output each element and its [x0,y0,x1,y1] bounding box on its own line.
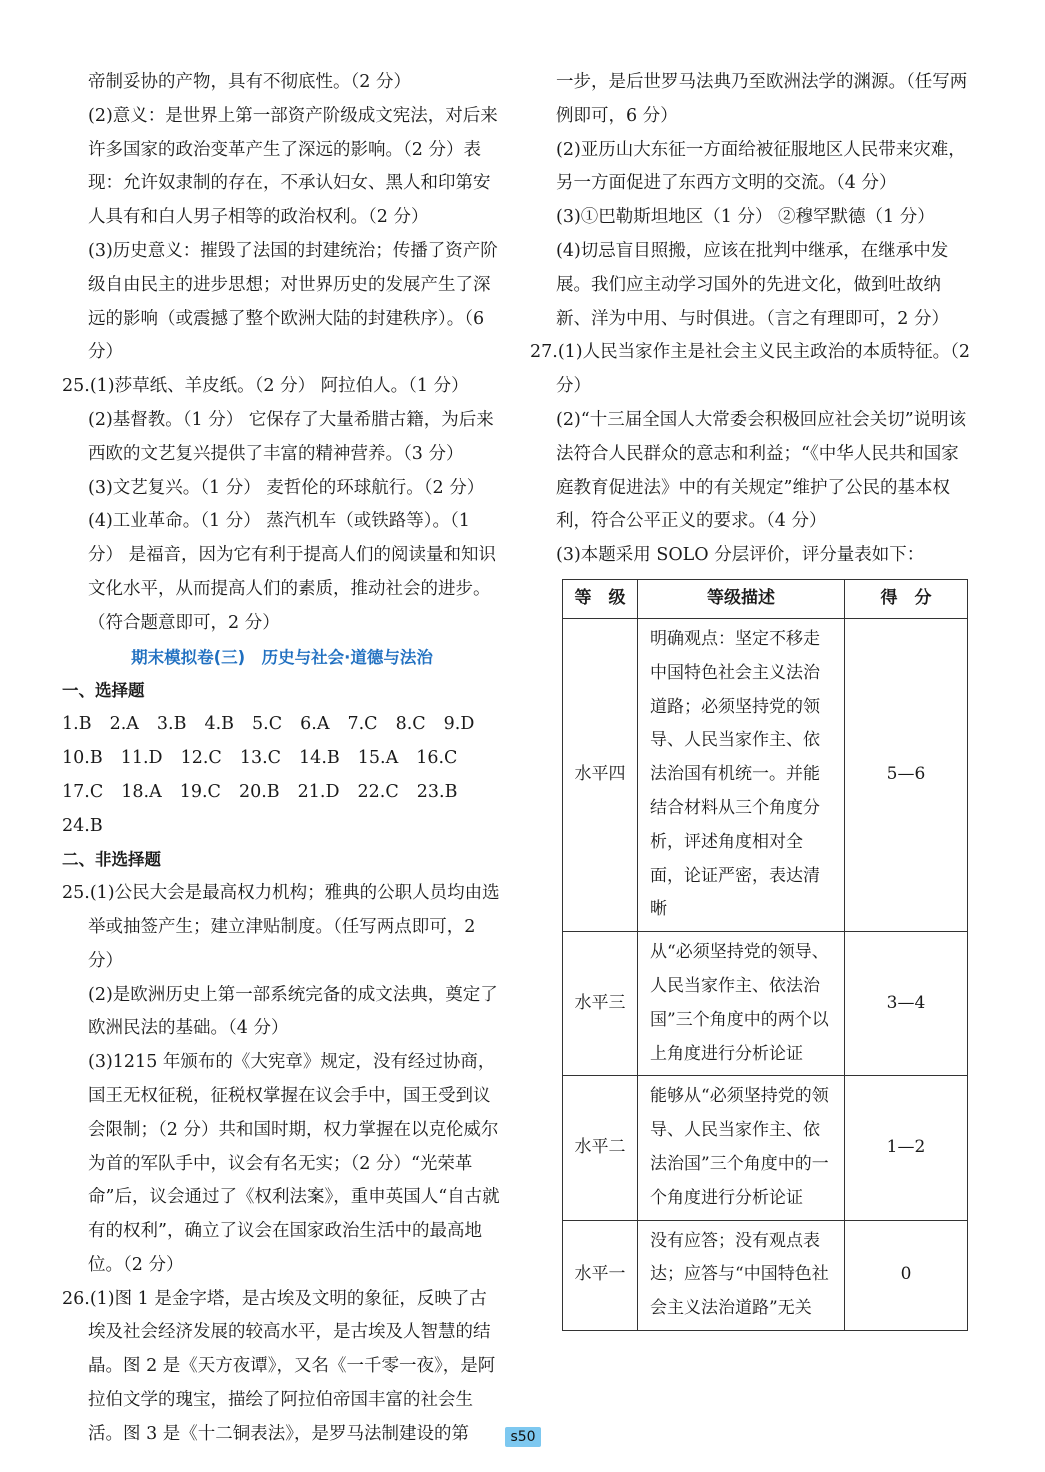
answer-item: 22.C [357,781,399,802]
paragraph: 25.(1)公民大会是最高权力机构；雅典的公职人员均由选举或抽签产生；建立津贴制度。（任写两点即可，2 分） [62,883,500,971]
answer-item: 16.C [416,747,458,768]
answer-item: 18.A [121,781,162,802]
score-cell: 3—4 [845,932,968,1076]
right-column [530,66,975,1331]
answer-item: 6.A [300,714,330,735]
level-cell: 水平一 [563,1220,638,1330]
answer-item: 12.C [180,747,222,768]
left-column [62,66,502,1452]
answer-row [62,776,502,810]
scoring-table [562,579,968,1331]
answer-item: 11.D [120,747,163,768]
answer-item: 9.D [443,714,475,735]
answer-item: 10.B [62,747,103,768]
paragraph: 26.(1)图 1 是金字塔，是古埃及文明的象征，反映了古埃及社会经济发展的较高水平，是古埃及人智慧的结晶。图 2 是《天方夜谭》，又名《一千零一夜》，是阿拉伯文学的瑰宝，描绘了阿拉伯帝国丰富的社会生活。图 3 是《十二铜表法》，是罗马法制建设的第 [62,1288,496,1444]
paragraph: (3)历史意义：摧毁了法国的封建统治；传播了资产阶级自由民主的进步思想；对世界历史的发展产生了深远的影响（或震撼了整个欧洲大陆的封建秩序）。（6 分） [88,240,498,363]
description-cell: 明确观点：坚定不移走中国特色社会主义法治道路；必须坚持党的领导、人民当家作主、依法治国有机统一。并能结合材料从三个角度分析，评述角度相对全面，论证严密，表达清晰 [638,618,845,931]
table-row [563,1076,968,1220]
answer-item: 3.B [156,714,187,735]
paragraph: (2)意义：是世界上第一部资产阶级成文宪法，对后来许多国家的政治变革产生了深远的影响。（2 分）表现：允许奴隶制的存在，不承认妇女、黑人和印第安人具有和白人男子相等的政治权利。（2 分） [88,105,498,228]
right-paragraphs [530,66,975,573]
answer-item: 2.A [109,714,139,735]
answer-item: 4.B [204,714,235,735]
answer-item: 8.C [395,714,426,735]
answer-item: 19.C [179,781,221,802]
table-row [563,1220,968,1330]
paragraph: (3)①巴勒斯坦地区（1 分） ②穆罕默德（1 分） [556,207,935,228]
answer-item: 13.C [239,747,282,768]
answer-row [62,708,502,742]
header-level: 等 级 [563,579,638,618]
answer-item: 5.C [252,714,283,735]
score-cell: 5—6 [845,618,968,931]
paragraph: (2)是欧洲历史上第一部系统完备的成文法典，奠定了欧洲民法的基础。（4 分） [88,984,498,1039]
table-row [563,932,968,1076]
section-heading: 二、非选择题 [62,850,161,870]
paragraph: (4)切忌盲目照搬，应该在批判中继承，在继承中发展。我们应主动学习国外的先进文化，做到吐故纳新、洋为中用、与时俱进。（言之有理即可，2 分） [556,240,949,329]
description-cell: 没有应答；没有观点表达；应答与“中国特色社会主义法治道路”无关 [638,1220,845,1330]
answer-item: 7.C [347,714,378,735]
paragraph: 一步，是后世罗马法典乃至欧洲法学的渊源。（任写两例即可，6 分） [556,72,968,126]
level-cell: 水平四 [563,618,638,931]
answer-item: 21.D [297,781,340,802]
answer-item: 20.B [238,781,280,802]
answer-item: 23.B [416,781,458,802]
description-cell: 从“必须坚持党的领导、人民当家作主、依法治国”三个角度中的两个以上角度进行分析论证 [638,932,845,1076]
paragraph: (3)1215 年颁布的《大宪章》规定，没有经过协商，国王无权征税，征税权掌握在议会手中，国王受到议会限制；（2 分）共和国时期，权力掌握在以克伦威尔为首的军队手中，议会有名无实；（2 分）“光荣革命”后，议会通过了《权利法案》，重申英国人“自古就有的权利”，确立了议会在国家政治生活中的最高地位。（2 分） [88,1052,500,1275]
description-cell: 能够从“必须坚持党的领导、人民当家作主、依法治国”三个角度中的一个角度进行分析论证 [638,1076,845,1220]
paragraph: (3)文艺复兴。（1 分） 麦哲伦的环球航行。（2 分） [88,477,485,498]
answer-item: 15.A [357,747,399,768]
paragraph: (3)本题采用 SOLO 分层评价，评分量表如下： [556,545,925,566]
paragraph: (2)“十三届全国人大常委会积极回应社会关切”说明该法符合人民群众的意志和利益；“《中华人民共和国家庭教育促进法》中的有关规定”维护了公民的基本权利，符合公平正义的要求。（4 分） [556,409,967,532]
paragraph: (4)工业革命。（1 分） 蒸汽机车（或铁路等）。（1 分） 是福音，因为它有利于提高人们的阅读量和知识文化水平，从而提高人们的素质，推动社会的进步。（符合题意即可，2 分） [88,511,497,633]
section-heading: 一、选择题 [62,681,145,701]
answer-item: 14.B [299,747,340,768]
paragraph: 27.(1)人民当家作主是社会主义民主政治的本质特征。（2 分） [530,342,971,397]
page-number: s50 [505,1427,541,1447]
answer-item: 17.C [62,781,104,802]
answer-row [62,742,502,776]
answer-item: 24.B [62,815,103,836]
paragraph: (2)亚历山大东征一方面给被征服地区人民带来灾难，另一方面促进了东西方文明的交流。（4 分） [556,139,966,194]
table-header-row [563,579,968,618]
paragraph: (2)基督教。（1 分） 它保存了大量希腊古籍，为后来西欧的文艺复兴提供了丰富的精神营养。（3 分） [88,409,494,464]
header-description: 等级描述 [638,579,845,618]
header-score: 得 分 [845,579,968,618]
paragraph: 帝制妥协的产物，具有不彻底性。（2 分） [88,72,411,92]
level-cell: 水平二 [563,1076,638,1220]
answer-item: 1.B [62,714,92,735]
table-row [563,618,968,931]
level-cell: 水平三 [563,932,638,1076]
score-cell: 0 [845,1220,968,1330]
answer-row [62,810,502,844]
paragraph: 25.(1)莎草纸、羊皮纸。（2 分） 阿拉伯人。（1 分） [62,376,469,397]
score-cell: 1—2 [845,1076,968,1220]
section-title: 期末模拟卷(三) 历史与社会·道德与法治 [131,647,433,667]
